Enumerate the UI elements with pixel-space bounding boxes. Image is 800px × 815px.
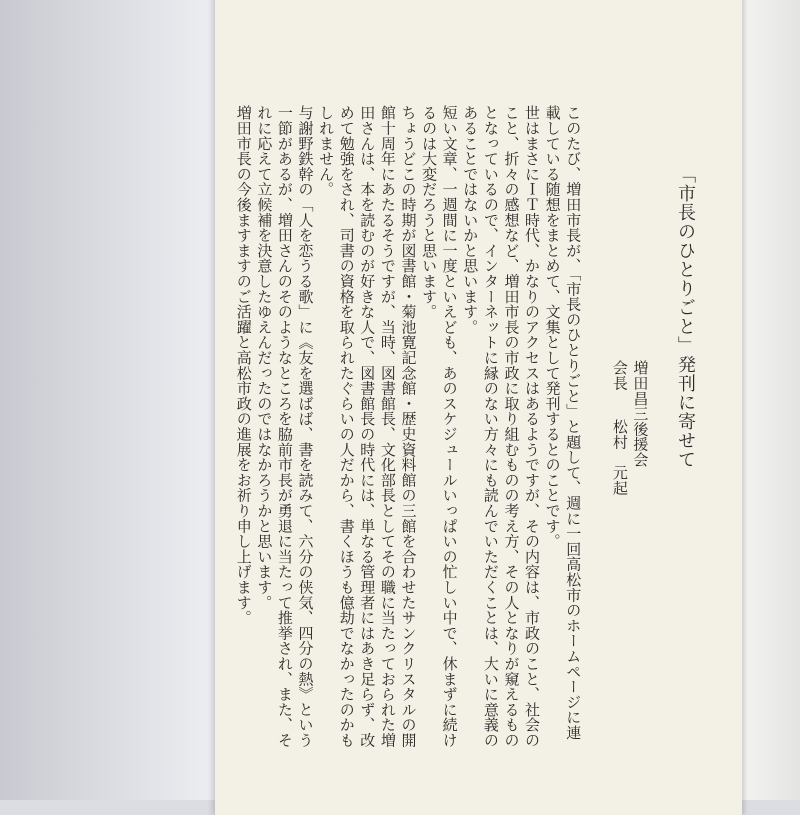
paragraph-1: このたび、増田市長が、「市長のひとりごと」と題して、週に一回高松市のホームページに連載している随想をまとめて、文集として発刊するとのことです。 (543, 105, 583, 741)
vertical-text-body (234, 105, 696, 755)
organization-name: 増田昌三後援会 (631, 360, 650, 468)
paragraph-6: 増田市長の今後ますますのご活躍と高松市政の進展をお祈り申し上げます。 (234, 105, 253, 626)
paragraph-3: 短い文章、一週間に一度といえども、あのスケジュールいっぱいの忙しい中で、休まずに続けるのは大変だろうと思います。 (420, 105, 459, 748)
document-title: 「市長のひとりごと」発刊に寄せて (675, 165, 696, 469)
paragraph-4: ちょうどこの時期が図書館・菊池寛記念館・歴史資料館の三館を合わせたサンクリスタルの開館十周年にあたるそうですが、当時、図書館長、文化部長としてその職に当たっておられた増田さんは、本を読むのが好きな人で、図書館長の時代には、単なる管理者にはあき足らず、改めて勉強をされ、司書の資格を取られたぐらいの人だから、書くほうも億劫でなかったのかもしれません。 (317, 105, 418, 748)
signer-name: 松村 元起 (610, 418, 629, 496)
background-right (742, 0, 800, 800)
signer-role: 会長 (610, 360, 629, 391)
paragraph-5: 与謝野鉄幹の「人を恋うる歌」に《友を選ばば、書を読みて、六分の侠気、四分の熱》という一節があるが、増田さんのそのようなところを脇前市長が勇退に当たって推挙され、また、それに応えて立候補を決意したゆえんだったのではなかろうかと思います。 (255, 105, 315, 748)
paragraph-2: 世はまさにＩＴ時代、かなりのアクセスはあるようですが、その内容は、市政のこと、社会のこと、折々の感想など、増田市長の市政に取り組むものの考え方、その人となりが窺えるものとなっているので、インターネットに縁のない方々にも読んでいただくことは、大いに意義のあることではないかと思います。 (461, 105, 542, 748)
signature-line (609, 360, 630, 755)
background-left (0, 0, 215, 800)
